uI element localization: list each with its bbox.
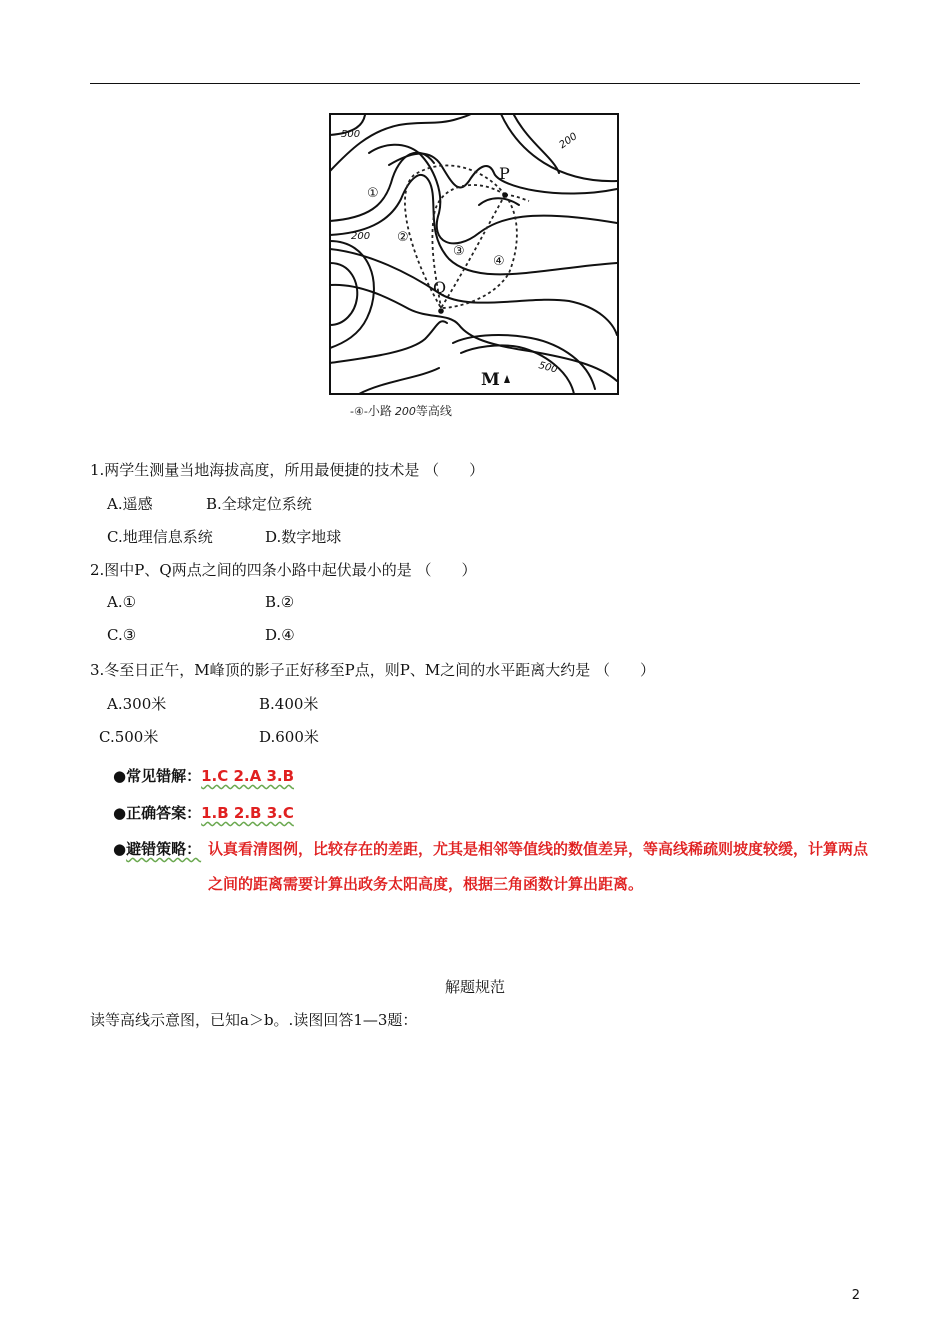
question-2: 2.图中P、Q两点之间的四条小路中起伏最小的是 （ ） <box>90 561 477 579</box>
header-rule <box>90 83 860 84</box>
point-p <box>502 192 508 198</box>
common-error-note <box>113 765 294 786</box>
answer-label: 正确答案： <box>126 804 202 822</box>
bullet-icon: ● <box>113 767 127 785</box>
q1-option-d: D.数字地球 <box>265 528 342 546</box>
answer-value: 1.B 2.B 3.C <box>201 804 294 822</box>
bullet-icon: ● <box>113 804 127 822</box>
section-intro: 读等高线示意图，已知a＞b。.读图回答1—3题： <box>90 1011 418 1029</box>
legend-contour-label: 等高线 <box>415 404 452 418</box>
page-number: 2 <box>851 1288 860 1303</box>
point-q <box>438 308 444 314</box>
map-frame <box>330 114 618 394</box>
point-q-label: Q <box>433 278 447 297</box>
legend-path-label: 小路 <box>367 404 392 418</box>
question-3: 3.冬至日正午，M峰顶的影子正好移至P点，则P、M之间的水平距离大约是 （ ） <box>90 661 655 679</box>
contour-map <box>329 113 619 395</box>
contour-label: 500 <box>341 129 361 140</box>
q2-option-c: C.③ <box>107 626 137 644</box>
bullet-icon: ● <box>113 840 127 858</box>
path-3-label: ③ <box>453 244 465 259</box>
point-p-label: P <box>499 164 510 183</box>
legend-path-symbol: -④- <box>350 405 368 418</box>
peak-m-label: M <box>481 370 500 390</box>
common-error-value: 1.C 2.A 3.B <box>201 767 295 785</box>
strategy-note <box>113 838 201 859</box>
q1-option-b: B.全球定位系统 <box>206 495 312 513</box>
contour-label: 200 <box>557 131 580 152</box>
answer-note <box>113 802 294 823</box>
contour-label: 200 <box>351 231 371 242</box>
q2-option-d: D.④ <box>265 626 295 644</box>
path-2-label: ② <box>397 230 409 245</box>
legend-contour-symbol: 200 <box>394 405 416 418</box>
q3-option-b: B.400米 <box>259 695 319 713</box>
q2-option-a: A.① <box>107 593 137 611</box>
strategy-label: 避错策略： <box>126 840 202 858</box>
strategy-text: 认真看清图例，比较存在的差距，尤其是相邻等值线的数值差异，等高线稀疏则坡度较缓，计算两点之间的距离需要计算出政务太阳高度，根据三角函数计算出距离。 <box>208 840 869 893</box>
q3-option-d: D.600米 <box>259 728 319 746</box>
q1-option-c: C.地理信息系统 <box>107 528 213 546</box>
contour-label: 500 <box>537 360 559 376</box>
q1-option-a: A.遥感 <box>107 495 153 513</box>
q3-option-a: A.300米 <box>107 695 167 713</box>
section-title: 解题规范 <box>444 978 505 996</box>
common-error-label: 常见错解： <box>126 767 202 785</box>
path-4-label: ④ <box>493 254 505 269</box>
q3-option-c: C.500米 <box>99 728 159 746</box>
path-1-label: ① <box>367 186 379 201</box>
q2-option-b: B.② <box>265 593 295 611</box>
question-1: 1.两学生测量当地海拔高度，所用最便捷的技术是 （ ） <box>90 461 485 479</box>
map-legend <box>350 402 452 419</box>
